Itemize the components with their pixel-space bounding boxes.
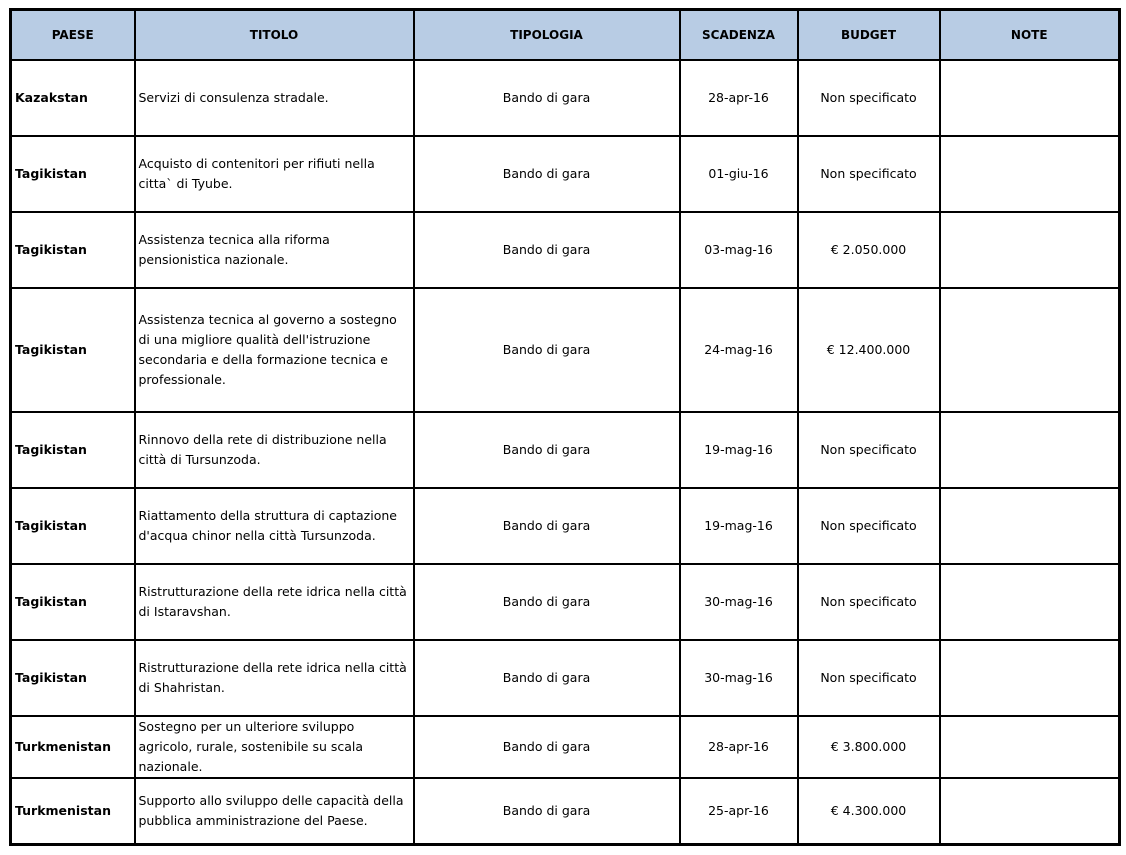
table-row — [11, 716, 1120, 778]
cell-note — [940, 288, 1120, 412]
table-row — [11, 136, 1120, 212]
cell-note — [940, 60, 1120, 136]
table-row — [11, 640, 1120, 716]
cell-tipologia: Bando di gara — [414, 778, 680, 844]
cell-budget: Non specificato — [798, 412, 940, 488]
cell-paese: Turkmenistan — [11, 716, 135, 778]
cell-budget: € 2.050.000 — [798, 212, 940, 288]
cell-scadenza: 30-mag-16 — [680, 564, 798, 640]
table-row — [11, 412, 1120, 488]
cell-tipologia: Bando di gara — [414, 60, 680, 136]
cell-scadenza: 01-giu-16 — [680, 136, 798, 212]
cell-titolo: Ristrutturazione della rete idrica nella città di Shahristan. — [135, 640, 414, 716]
cell-tipologia: Bando di gara — [414, 488, 680, 564]
tenders-table — [9, 8, 1121, 846]
cell-tipologia: Bando di gara — [414, 412, 680, 488]
cell-titolo: Riattamento della struttura di captazione d'acqua chinor nella città Tursunzoda. — [135, 488, 414, 564]
cell-tipologia: Bando di gara — [414, 716, 680, 778]
cell-titolo: Sostegno per un ulteriore sviluppo agricolo, rurale, sostenibile su scala nazionale. — [135, 716, 414, 778]
table-body — [11, 60, 1120, 844]
cell-tipologia: Bando di gara — [414, 640, 680, 716]
cell-budget: € 12.400.000 — [798, 288, 940, 412]
table-row — [11, 212, 1120, 288]
cell-paese: Turkmenistan — [11, 778, 135, 844]
cell-scadenza: 25-apr-16 — [680, 778, 798, 844]
cell-paese: Tagikistan — [11, 488, 135, 564]
cell-paese: Tagikistan — [11, 288, 135, 412]
cell-budget: € 4.300.000 — [798, 778, 940, 844]
cell-paese: Kazakstan — [11, 60, 135, 136]
table-row — [11, 60, 1120, 136]
cell-budget: Non specificato — [798, 488, 940, 564]
header-titolo: TITOLO — [135, 10, 414, 61]
cell-note — [940, 412, 1120, 488]
cell-scadenza: 19-mag-16 — [680, 412, 798, 488]
cell-note — [940, 716, 1120, 778]
header-tipologia: TIPOLOGIA — [414, 10, 680, 61]
cell-budget: Non specificato — [798, 60, 940, 136]
cell-paese: Tagikistan — [11, 412, 135, 488]
cell-scadenza: 30-mag-16 — [680, 640, 798, 716]
cell-budget: Non specificato — [798, 640, 940, 716]
header-note: NOTE — [940, 10, 1120, 61]
cell-titolo: Assistenza tecnica alla riforma pensionistica nazionale. — [135, 212, 414, 288]
cell-note — [940, 778, 1120, 844]
table-header — [11, 10, 1120, 61]
cell-note — [940, 136, 1120, 212]
cell-tipologia: Bando di gara — [414, 288, 680, 412]
cell-budget: € 3.800.000 — [798, 716, 940, 778]
cell-budget: Non specificato — [798, 136, 940, 212]
cell-paese: Tagikistan — [11, 136, 135, 212]
cell-titolo: Acquisto di contenitori per rifiuti nella citta` di Tyube. — [135, 136, 414, 212]
cell-tipologia: Bando di gara — [414, 212, 680, 288]
cell-tipologia: Bando di gara — [414, 136, 680, 212]
header-row — [11, 10, 1120, 61]
cell-titolo: Ristrutturazione della rete idrica nella città di Istaravshan. — [135, 564, 414, 640]
cell-scadenza: 19-mag-16 — [680, 488, 798, 564]
header-budget: BUDGET — [798, 10, 940, 61]
cell-scadenza: 24-mag-16 — [680, 288, 798, 412]
table-row — [11, 564, 1120, 640]
cell-scadenza: 28-apr-16 — [680, 60, 798, 136]
cell-note — [940, 640, 1120, 716]
table-row — [11, 288, 1120, 412]
cell-tipologia: Bando di gara — [414, 564, 680, 640]
cell-titolo: Assistenza tecnica al governo a sostegno di una migliore qualità dell'istruzione secondaria e della formazione tecnica e professionale. — [135, 288, 414, 412]
table-row — [11, 488, 1120, 564]
cell-scadenza: 03-mag-16 — [680, 212, 798, 288]
cell-titolo: Supporto allo sviluppo delle capacità della pubblica amministrazione del Paese. — [135, 778, 414, 844]
cell-paese: Tagikistan — [11, 564, 135, 640]
cell-titolo: Servizi di consulenza stradale. — [135, 60, 414, 136]
cell-scadenza: 28-apr-16 — [680, 716, 798, 778]
cell-paese: Tagikistan — [11, 640, 135, 716]
cell-paese: Tagikistan — [11, 212, 135, 288]
header-scadenza: SCADENZA — [680, 10, 798, 61]
cell-note — [940, 564, 1120, 640]
cell-titolo: Rinnovo della rete di distribuzione nella città di Tursunzoda. — [135, 412, 414, 488]
cell-note — [940, 212, 1120, 288]
cell-note — [940, 488, 1120, 564]
header-paese: PAESE — [11, 10, 135, 61]
table-row — [11, 778, 1120, 844]
cell-budget: Non specificato — [798, 564, 940, 640]
